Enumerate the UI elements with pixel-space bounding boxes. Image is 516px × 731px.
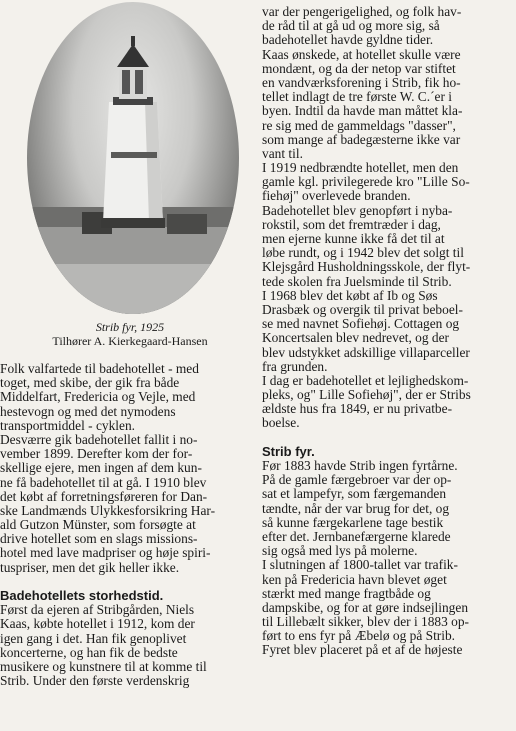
text-line: Middelfart, Fredericia og Vejle, med [0, 389, 196, 405]
text-line: pleks, og" Lille Sofiehøj", der er Stribs [262, 387, 471, 403]
text-line: tuspriser, men det gik heller ikke. [0, 559, 180, 575]
text-line: re sig med de gammeldags "dasser", [262, 117, 456, 133]
text-line: tede skolen fra Juelsminde til Strib. [262, 273, 452, 289]
text-line: transportmiddel - cyklen. [0, 417, 135, 433]
left-text-block [0, 362, 215, 688]
text-line: vant til. [262, 145, 303, 161]
text-line: igen gang i det. Han fik genoplivet [0, 630, 187, 646]
text-line: ældste hus fra 1849, er nu privatbe- [262, 401, 453, 417]
text-line: de råd til at gå ud og more sig, så [262, 18, 440, 34]
text-line [0, 575, 215, 589]
text-line: Først da ejeren af Stribgården, Niels [0, 602, 195, 618]
text-line: Strib. Under den første verdenskrig [0, 673, 190, 689]
text-line: gamle kgl. privilegerede kro "Lille So- [262, 174, 470, 190]
text-line [262, 431, 471, 445]
text-line: ald Gutzon Münster, som forsøgte at [0, 517, 196, 533]
text-line: sat et lampefyr, som færgemanden [262, 486, 447, 502]
text-line: var der pengerigelighed, og folk hav- [262, 4, 462, 19]
text-line: ført to ens fyr på Æbelø og på Strib. [262, 628, 456, 644]
text-line: stærkt med mange fragtbåde og [262, 585, 431, 601]
text-line: Desværre gik badehotellet fallit i no- [0, 431, 198, 447]
text-line: Før 1883 havde Strib ingen fyrtårne. [262, 458, 458, 473]
text-line: tellet indlagt de tre første W. C.´er i [262, 89, 453, 105]
text-line: tændte, når der var brug for det, og [262, 500, 450, 516]
text-line: På de gamle færgebroer var der op- [262, 472, 452, 488]
text-line: I slutningen af 1800-tallet var trafik- [262, 557, 458, 573]
text-line: mondænt, og da der netop var stiftet [262, 60, 456, 76]
text-line: byen. Indtil da havde man måttet kla- [262, 103, 463, 119]
text-line: I 1919 nedbrændte hotellet, men den [262, 160, 459, 176]
text-line: sig også med lys på molerne. [262, 543, 418, 559]
text-line: Klejsgård Husholdningsskole, der flyt- [262, 259, 471, 275]
text-line: fra grunden. [262, 358, 328, 374]
text-line: efter det. Jernbanefærgerne klarede [262, 528, 451, 544]
text-line: det købt af forretningsføreren for Dan- [0, 488, 208, 504]
text-line: men ejerne kunne ikke få det til at [262, 231, 445, 246]
text-line: skellige ejere, men ingen af dem kun- [0, 460, 202, 476]
section-heading: Strib fyr. [262, 443, 315, 459]
text-line: løbe rundt, og i 1942 blev det solgt til [262, 245, 464, 261]
right-text-block [262, 5, 471, 658]
text-line: ken på Fredericia havn blevet øget [262, 571, 447, 587]
photo-caption-credit: Tilhører A. Kierkegaard-Hansen [52, 334, 208, 348]
text-line: Koncertsalen blev nedrevet, og der [262, 330, 450, 346]
text-line: hestevogn og med det nymodens [0, 403, 176, 419]
text-line: boelse. [262, 415, 300, 431]
text-line: Kaas ønskede, at hotellet skulle være [262, 46, 461, 62]
text-line: ne få badehotellet til at gå. I 1910 blev [0, 474, 207, 490]
text-line: fiehøj" overlevede branden. [262, 188, 411, 204]
text-line: koncerterne, og han fik de bedste [0, 644, 178, 660]
text-line: I dag er badehotellet et lejlighedskom- [262, 372, 469, 388]
text-line: som mange af badegæsterne ikke var [262, 131, 461, 147]
text-line: badehotellet havde gyldne tider. [262, 32, 434, 48]
text-line: så kunne færgekarlene tage bestik [262, 514, 444, 530]
text-line: Badehotellet blev genopført i nyba- [262, 202, 453, 218]
text-line: drive hotellet som en slags missions- [0, 531, 198, 547]
text-line: Drasbæk og overgik til privat beboel- [262, 301, 463, 317]
text-line: ske Landmænds Ulykkesforsikring Har- [0, 502, 216, 518]
text-line: toget, med skibe, der gik fra både [0, 375, 180, 391]
text-line: musikere og kunstnere til at komme til [0, 658, 207, 674]
text-line: til Lillebælt sikker, blev der i 1883 op- [262, 614, 469, 630]
photo-caption-title: Strib fyr, 1925 [95, 320, 165, 334]
text-line: I 1968 blev det købt af Ib og Søs [262, 287, 438, 303]
text-line: blev udstykket adskillige villaparceller [262, 344, 470, 360]
text-line: hotel med lave madpriser og høje spiri- [0, 545, 211, 561]
text-line: Fyret blev placeret på et af de højeste [262, 642, 463, 658]
lighthouse-illustration [27, 2, 239, 314]
lighthouse-photo [27, 2, 239, 314]
text-line: Kaas, købte hotellet i 1912, kom der [0, 616, 195, 632]
text-line: se med navnet Sofiehøj. Cottagen og [262, 316, 460, 332]
text-line: Folk valfartede til badehotellet - med [0, 361, 199, 376]
text-line: rokstil, som det fremtræder i dag, [262, 216, 441, 232]
text-line: vember 1899. Derefter kom der for- [0, 446, 193, 462]
text-line: dampskibe, og for at gøre indsejlingen [262, 599, 469, 615]
section-heading: Badehotellets storhedstid. [0, 588, 164, 603]
text-line: en vandværksforening i Strib, fik ho- [262, 74, 461, 90]
